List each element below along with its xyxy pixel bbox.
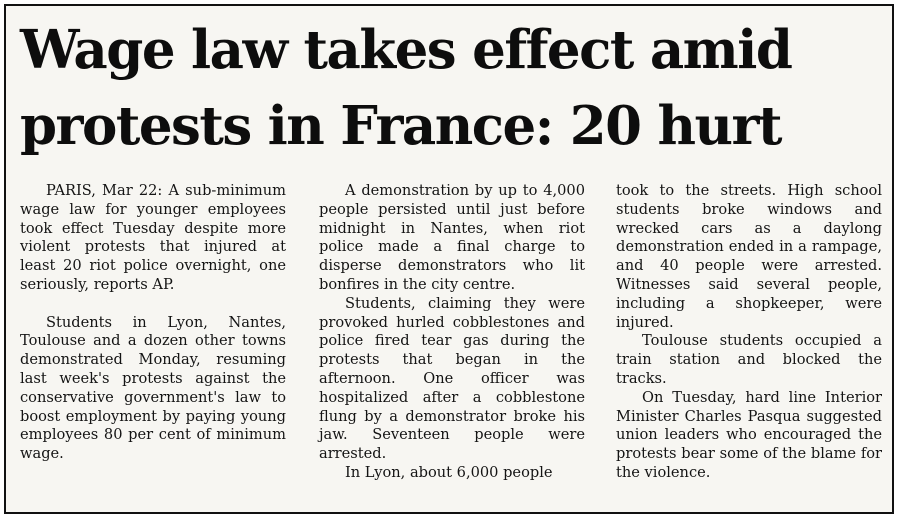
paragraph-students-claiming: Students, claiming they were provoked hurled cobblestones and police fired tear gas during the protests that began in the afternoon. One officer was hospitalized after a cobblestone flung by a demonstrator broke his jaw. Seventeen people were arrested. (319, 294, 585, 463)
article-body (20, 182, 882, 512)
paragraph-lyon: In Lyon, about 6,000 people (345, 463, 553, 481)
paragraph-nantes-demonstration: A demonstration by up to 4,000 people persisted until just before midnight in Nantes, when riot police made a final charge to disperse demonstrators who lit bonfires in the city centre. (319, 182, 585, 293)
paragraph-lyon-continued: took to the streets. High school students broke windows and wrecked cars as a daylong demonstration ended in a rampage, and 40 people were arrested. Witnesses said several people, including a shopkeeper, were injured. (616, 182, 882, 331)
paragraph-dateline: PARIS, Mar 22: A sub-minimum wage law for younger employees took effect Tuesday despite more violent protests that injured at least 20 riot police overnight, one seriously, reports AP. (20, 182, 286, 293)
paragraph-toulouse: Toulouse students occupied a train station and blocked the tracks. (616, 332, 882, 387)
paragraph-students-demonstrated: Students in Lyon, Nantes, Toulouse and a dozen other towns demonstrated Monday, resuming last week's protests against the conservative government's law to boost employment by paying young employees 80 per cent of minimum wage. (20, 313, 286, 463)
paragraph-pasqua: On Tuesday, hard line Interior Minister Charles Pasqua suggested union leaders who encouraged the protests bear some of the blame for the violence. (616, 388, 882, 481)
headline-line-2: protests in France: 20 hurt (20, 95, 781, 157)
column-2 (319, 182, 585, 483)
headline-line-1: Wage law takes effect amid (20, 19, 792, 81)
newspaper-clipping (4, 4, 894, 514)
headline (20, 12, 880, 164)
column-3 (616, 182, 882, 483)
column-1 (20, 182, 286, 464)
